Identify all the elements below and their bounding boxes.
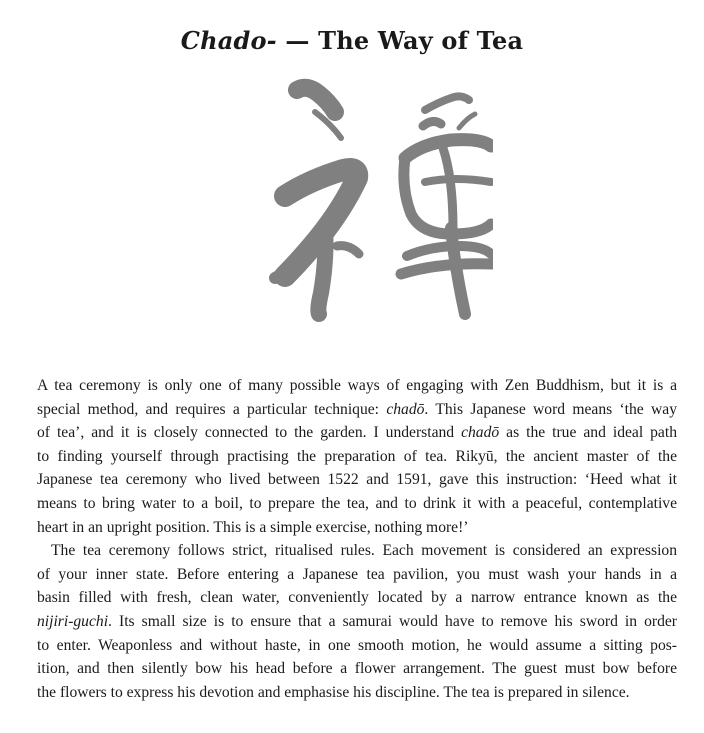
text-run: to finding yourself through practising the preparation of tea. Rikyū, the ancient master of the (37, 447, 677, 465)
text-run: special method, and requires a particular technique: (37, 400, 387, 418)
text-line (37, 634, 677, 658)
text-run: of your inner state. Before entering a Japanese tea pavilion, you must wash your hands in a (37, 565, 677, 583)
text-run: A tea ceremony is only one of many possible ways of engaging with Zen Buddhism, but it is a (37, 377, 677, 394)
italic-term: chadō (461, 424, 500, 442)
text-line (37, 492, 677, 516)
text-run: heart in an upright position. This is a simple exercise, nothing more!’ (37, 518, 469, 536)
text-run: Japanese tea ceremony who lived between 1522 and 1591, gave this instruction: ‘Heed what it (37, 471, 677, 489)
italic-term: nijiri-guchi (37, 612, 109, 630)
text-line (37, 374, 677, 398)
text-run: to enter. Weaponless and without haste, in one smooth motion, he would assume a sitting pos- (37, 636, 677, 654)
zen-calligraphy-image (255, 78, 495, 323)
title-term: Chado- (180, 26, 277, 56)
text-line (37, 586, 677, 610)
text-run: ition, and then silently bow his head before a flower arrangement. The guest must bow before (37, 660, 677, 678)
page-title (0, 24, 704, 58)
italic-term: chadō (386, 400, 425, 418)
text-line (37, 539, 677, 563)
zen-calligraphy-svg (255, 78, 495, 323)
text-line (37, 610, 677, 634)
paragraph-1 (37, 374, 677, 539)
text-line (37, 516, 677, 540)
text-run: as the true and ideal path (499, 424, 677, 442)
title-rest: — The Way of Tea (276, 26, 524, 56)
text-line (37, 563, 677, 587)
text-run: means to bring water to a boil, to prepare the tea, and to drink it with a peaceful, contemplative (37, 494, 677, 512)
article-body (37, 374, 677, 704)
text-run: of tea’, and it is closely connected to the garden. I understand (37, 424, 462, 442)
text-line (37, 445, 677, 469)
paragraph-2 (37, 539, 677, 704)
text-line (37, 398, 677, 422)
text-line (37, 468, 677, 492)
text-run: basin filled with fresh, clean water, conveniently located by a narrow entrance known as the (37, 589, 677, 607)
text-line (37, 681, 677, 705)
text-run: . Its small size is to ensure that a samurai would have to remove his sword in order (108, 612, 677, 630)
text-run: The tea ceremony follows strict, ritualised rules. Each movement is considered an expression (51, 542, 677, 560)
calligraphy-strokes (275, 88, 493, 314)
text-run: the flowers to express his devotion and emphasise his discipline. The tea is prepared in silence. (37, 683, 630, 701)
text-line (37, 657, 677, 681)
text-run: . This Japanese word means ‘the way (424, 400, 677, 418)
text-line (37, 421, 677, 445)
